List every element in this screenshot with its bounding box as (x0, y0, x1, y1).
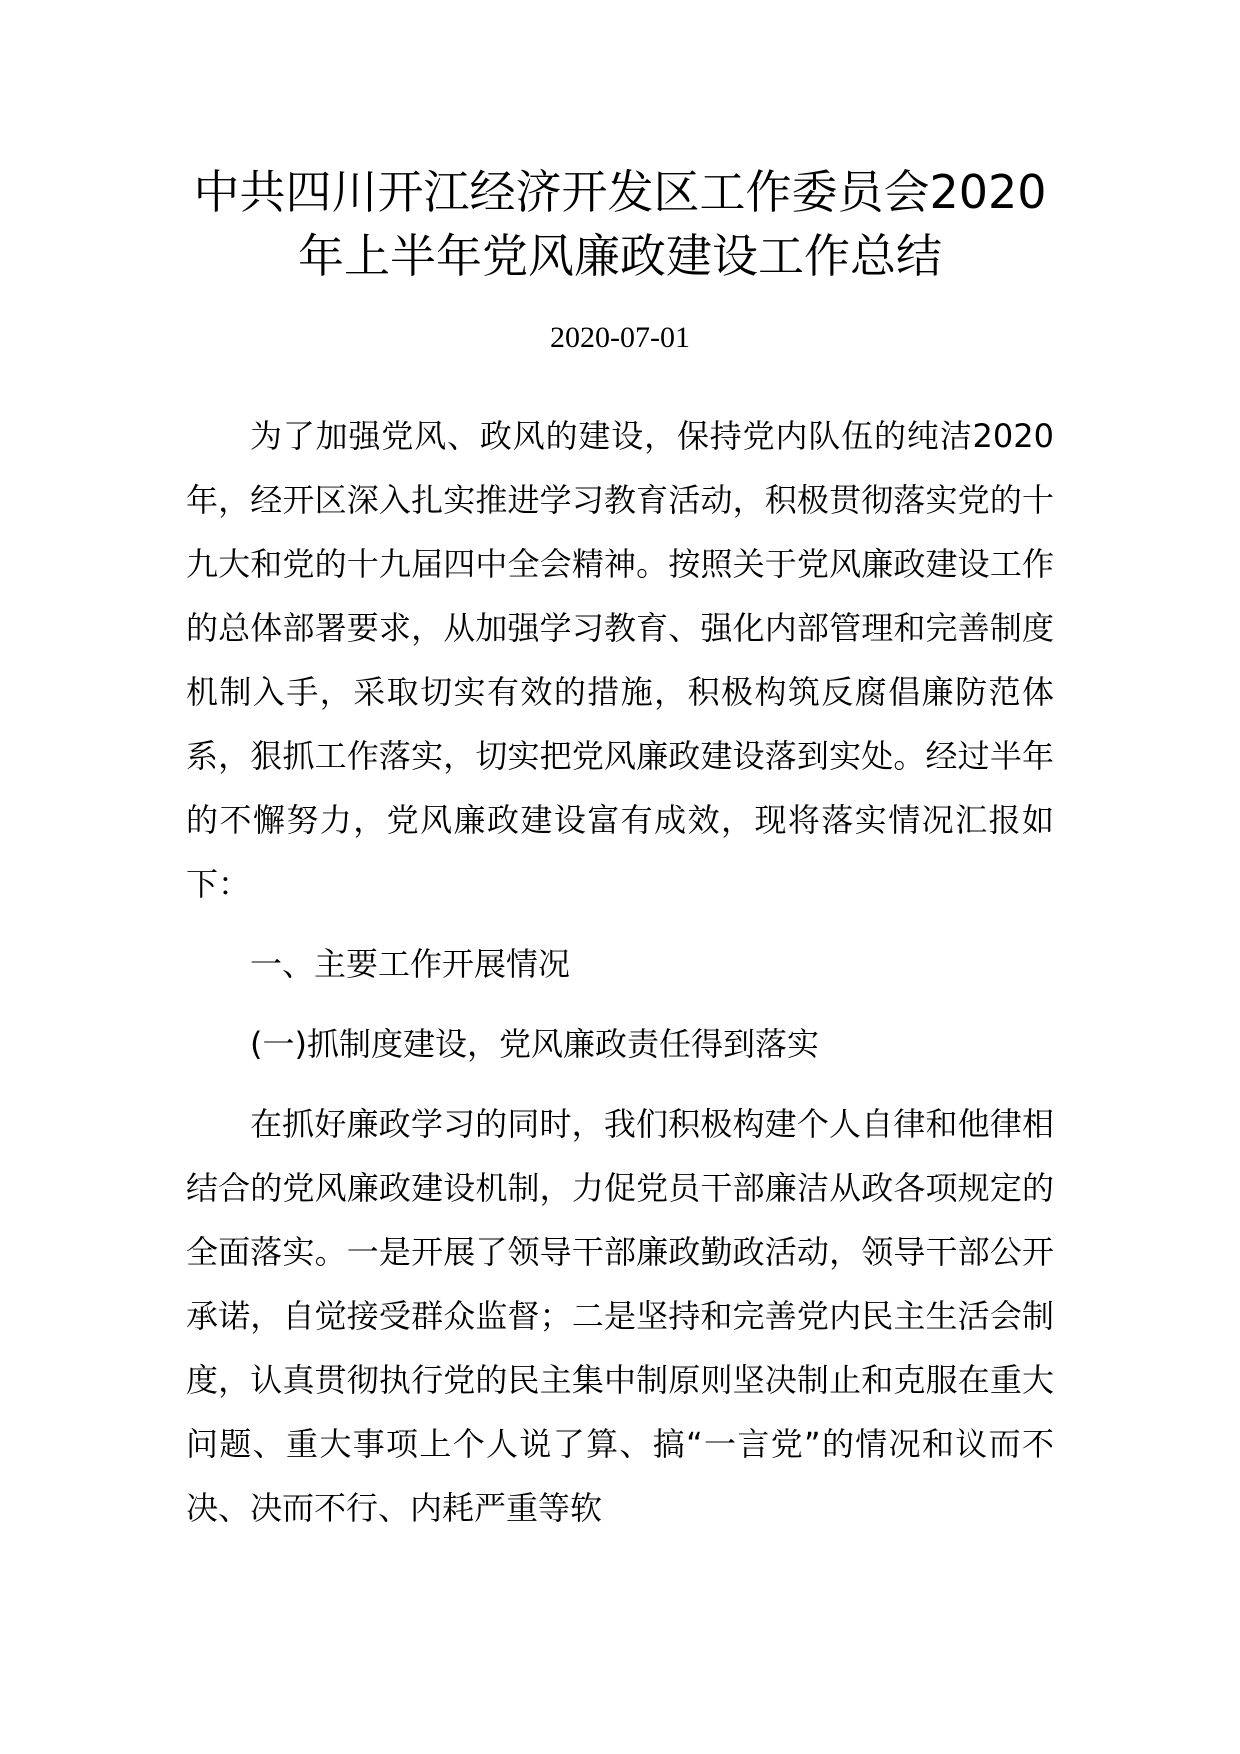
document-body (186, 404, 1054, 1540)
body-paragraph: 在抓好廉政学习的同时，我们积极构建个人自律和他律相结合的党风廉政建设机制，力促党员干部廉洁从政各项规定的全面落实。一是开展了领导干部廉政勤政活动，领导干部公开承诺，自觉接受群众监督；二是坚持和完善党内民主生活会制度，认真贯彻执行党的民主集中制原则坚决制止和克服在重大问题、重大事项上个人说了算、搞“一言党”的情况和议而不决、决而不行、内耗严重等软 (186, 1105, 1054, 1527)
title-line-2: 年上半年党风廉政建设工作总结 (298, 229, 942, 283)
intro-paragraph: 为了加强党风、政风的建设，保持党内队伍的纯洁2020年，经开区深入扎实推进学习教育活动，积极贯彻落实党的十九大和党的十九届四中全会精神。按照关于党风廉政建设工作的总体部署要求，从加强学习教育、强化内部管理和完善制度机制入手，采取切实有效的措施，积极构筑反腐倡廉防范体系，狠抓工作落实，切实把党风廉政建设落到实处。经过半年的不懈努力，党风廉政建设富有成效，现将落实情况汇报如下： (186, 417, 1054, 903)
section-heading: 一、主要工作开展情况 (250, 945, 571, 983)
document-date: 2020-07-01 (550, 321, 690, 354)
subsection-heading: (一)抓制度建设，党风廉政责任得到落实 (250, 1025, 819, 1063)
title-line-1: 中共四川开江经济开发区工作委员会2020 (193, 165, 1047, 219)
document-title (150, 160, 1090, 288)
